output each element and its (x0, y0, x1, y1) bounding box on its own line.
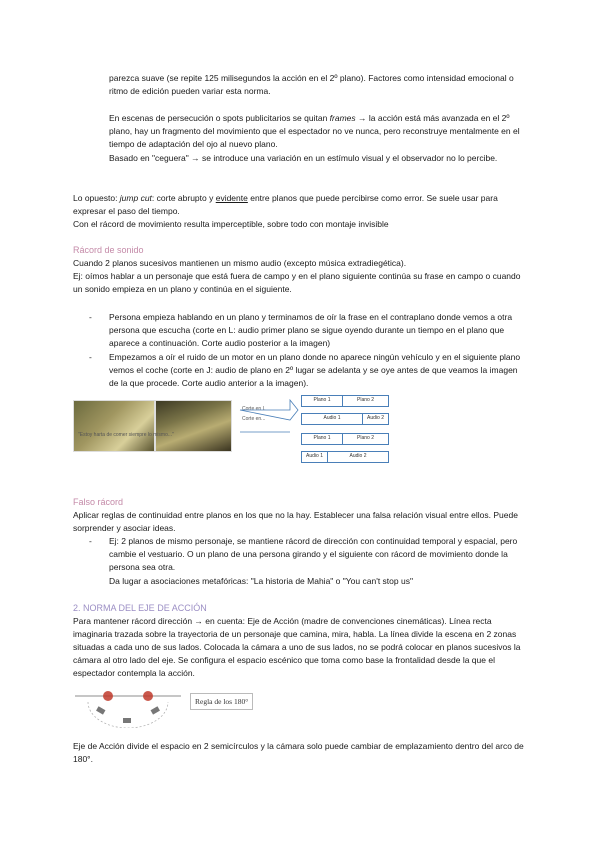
text-span: entre planos que puede percibirse como error. Se suele usar para expresar el paso del tiempo. (73, 193, 498, 216)
text-emphasis: jump cut (119, 193, 152, 203)
paragraph-sonido-def: Cuando 2 planos sucesivos mantienen un mismo audio (excepto música extradiegética). (73, 258, 407, 268)
box-plano2-l: Plano 2 (342, 395, 389, 407)
character-a-icon (103, 691, 113, 701)
label-corte-l: Corte en L (242, 406, 266, 412)
box-audio2-j: Audio 2 (327, 451, 389, 463)
text-span: : corte abrupto y (151, 193, 216, 203)
bullet-falso-ej: Ej: 2 planos de mismo personaje, se mantiene rácord de dirección con continuidad temporal y espacial, pero cambie el vestuario. O un plano de una persona girando y el siguiente con rácord de movimiento donde la persona sea otra. (109, 536, 518, 572)
heading-norma-eje: 2. NORMA DEL EJE DE ACCIÓN (73, 603, 207, 613)
bullet-dash: - (89, 536, 92, 546)
text-span: → la acción está más avanzada en el 2º plano, hay un fragmento del movimiento que el espectador no ve nunca, pero reconstruye mentalmente en el tiempo de adaptación del ojo al nuevo plano. (109, 113, 520, 149)
bullet-corte-j: Empezamos a oír el ruido de un motor en un plano donde no aparece ningún vehículo y en el siguiente plano vemos el coche (corte en J: audio de plano en 2º lugar se adelanta y se oye antes de que veamos la imagen de la que procede. Corte audio anterior a la imagen). (109, 352, 521, 388)
bullet-corte-l: Persona empieza hablando en un plano y terminamos de oír la frase en el contraplano donde vemos a otra persona que escucha (corte en L: audio primer plano se sigue oyendo durante un tiempo en el plano que aparece a continuación. Corte audio posterior a la imagen) (109, 312, 513, 348)
box-plano2-j: Plano 2 (342, 433, 389, 445)
box-plano1-j: Plano 1 (301, 433, 343, 445)
arrow-right-icon (240, 400, 298, 420)
film-still-1 (73, 400, 155, 452)
box-audio1-l: Audio 1 (301, 413, 363, 425)
paragraph-montaje-invisible: Con el rácord de movimiento resulta imperceptible, sobre todo con montaje invisible (73, 219, 389, 229)
paragraph-ceguera: Basado en "ceguera" → se introduce una variación en un estímulo visual y el observador no lo percibe. (109, 153, 498, 163)
heading-falso-racord: Falso rácord (73, 497, 124, 507)
text-span: En escenas de persecución o spots publicitarios se quitan (109, 113, 330, 123)
camera-icon (123, 718, 131, 723)
character-b-icon (143, 691, 153, 701)
bullet-falso-metaforas: Da lugar a asociaciones metafóricas: "La historia de Mahia" o "You can't stop us" (109, 576, 413, 586)
text-emphasis: frames (329, 113, 356, 123)
camera-icon (151, 706, 160, 714)
label-corte-j: Corte en... (242, 416, 266, 422)
camera-icon (96, 706, 105, 714)
axis-rule-diagram (73, 688, 183, 728)
rule-180-label: Regla de los 180° (190, 693, 253, 710)
bullet-dash: - (89, 352, 92, 362)
paragraph-jump-cut (73, 192, 529, 218)
paragraph-semicirculos: Eje de Acción divide el espacio en 2 semicírculos y la cámara solo puede cambiar de emplazamiento dentro del arco de 180°. (73, 741, 524, 764)
paragraph-falso-def: Aplicar reglas de continuidad entre planos en los que no la hay. Establecer una falsa relación visual entre ellos. Puede sorprender y asociar ideas. (73, 510, 518, 533)
bullet-dash: - (89, 312, 92, 322)
camera-arc (88, 702, 168, 728)
paragraph-persecucion (109, 112, 527, 151)
film-still-2 (155, 400, 232, 452)
box-audio2-l: Audio 2 (362, 413, 389, 425)
paragraph-eje-accion: Para mantener rácord dirección → en cuenta: Eje de Acción (madre de convenciones cinemáticas). Línea recta imaginaria trazada sobre la trayectoria de un personaje que camina, mira, habla. La línea divide la escena en 2 zonas situadas a cada uno de sus lados. Colocada la cámara a uno de sus lados, no se podrá colocar en planos sucesivos la cámara al otro lado del eje. Se configura el espacio escénico que toma como base la frontalidad desde la que el espectador contempla la acción. (73, 616, 521, 678)
heading-racord-sonido: Rácord de sonido (73, 245, 144, 255)
figure-caption: "Estoy harta de comer siempre lo mismo..." (78, 432, 174, 438)
text-span: Lo opuesto: (73, 193, 120, 203)
box-audio1-j: Audio 1 (301, 451, 328, 463)
text-underline: evidente (215, 193, 248, 203)
box-plano1-l: Plano 1 (301, 395, 343, 407)
paragraph-sonido-ej: Ej: oímos hablar a un personaje que está fuera de campo y en el plano siguiente continúa su frase en campo o cuando un sonido empieza en un plano y continúa en el siguiente. (73, 271, 521, 294)
paragraph-frames-continuation: parezca suave (se repite 125 milisegundos la acción en el 2º plano). Factores como intensidad emocional o ritmo de edición pueden variar esta norma. (109, 73, 514, 96)
